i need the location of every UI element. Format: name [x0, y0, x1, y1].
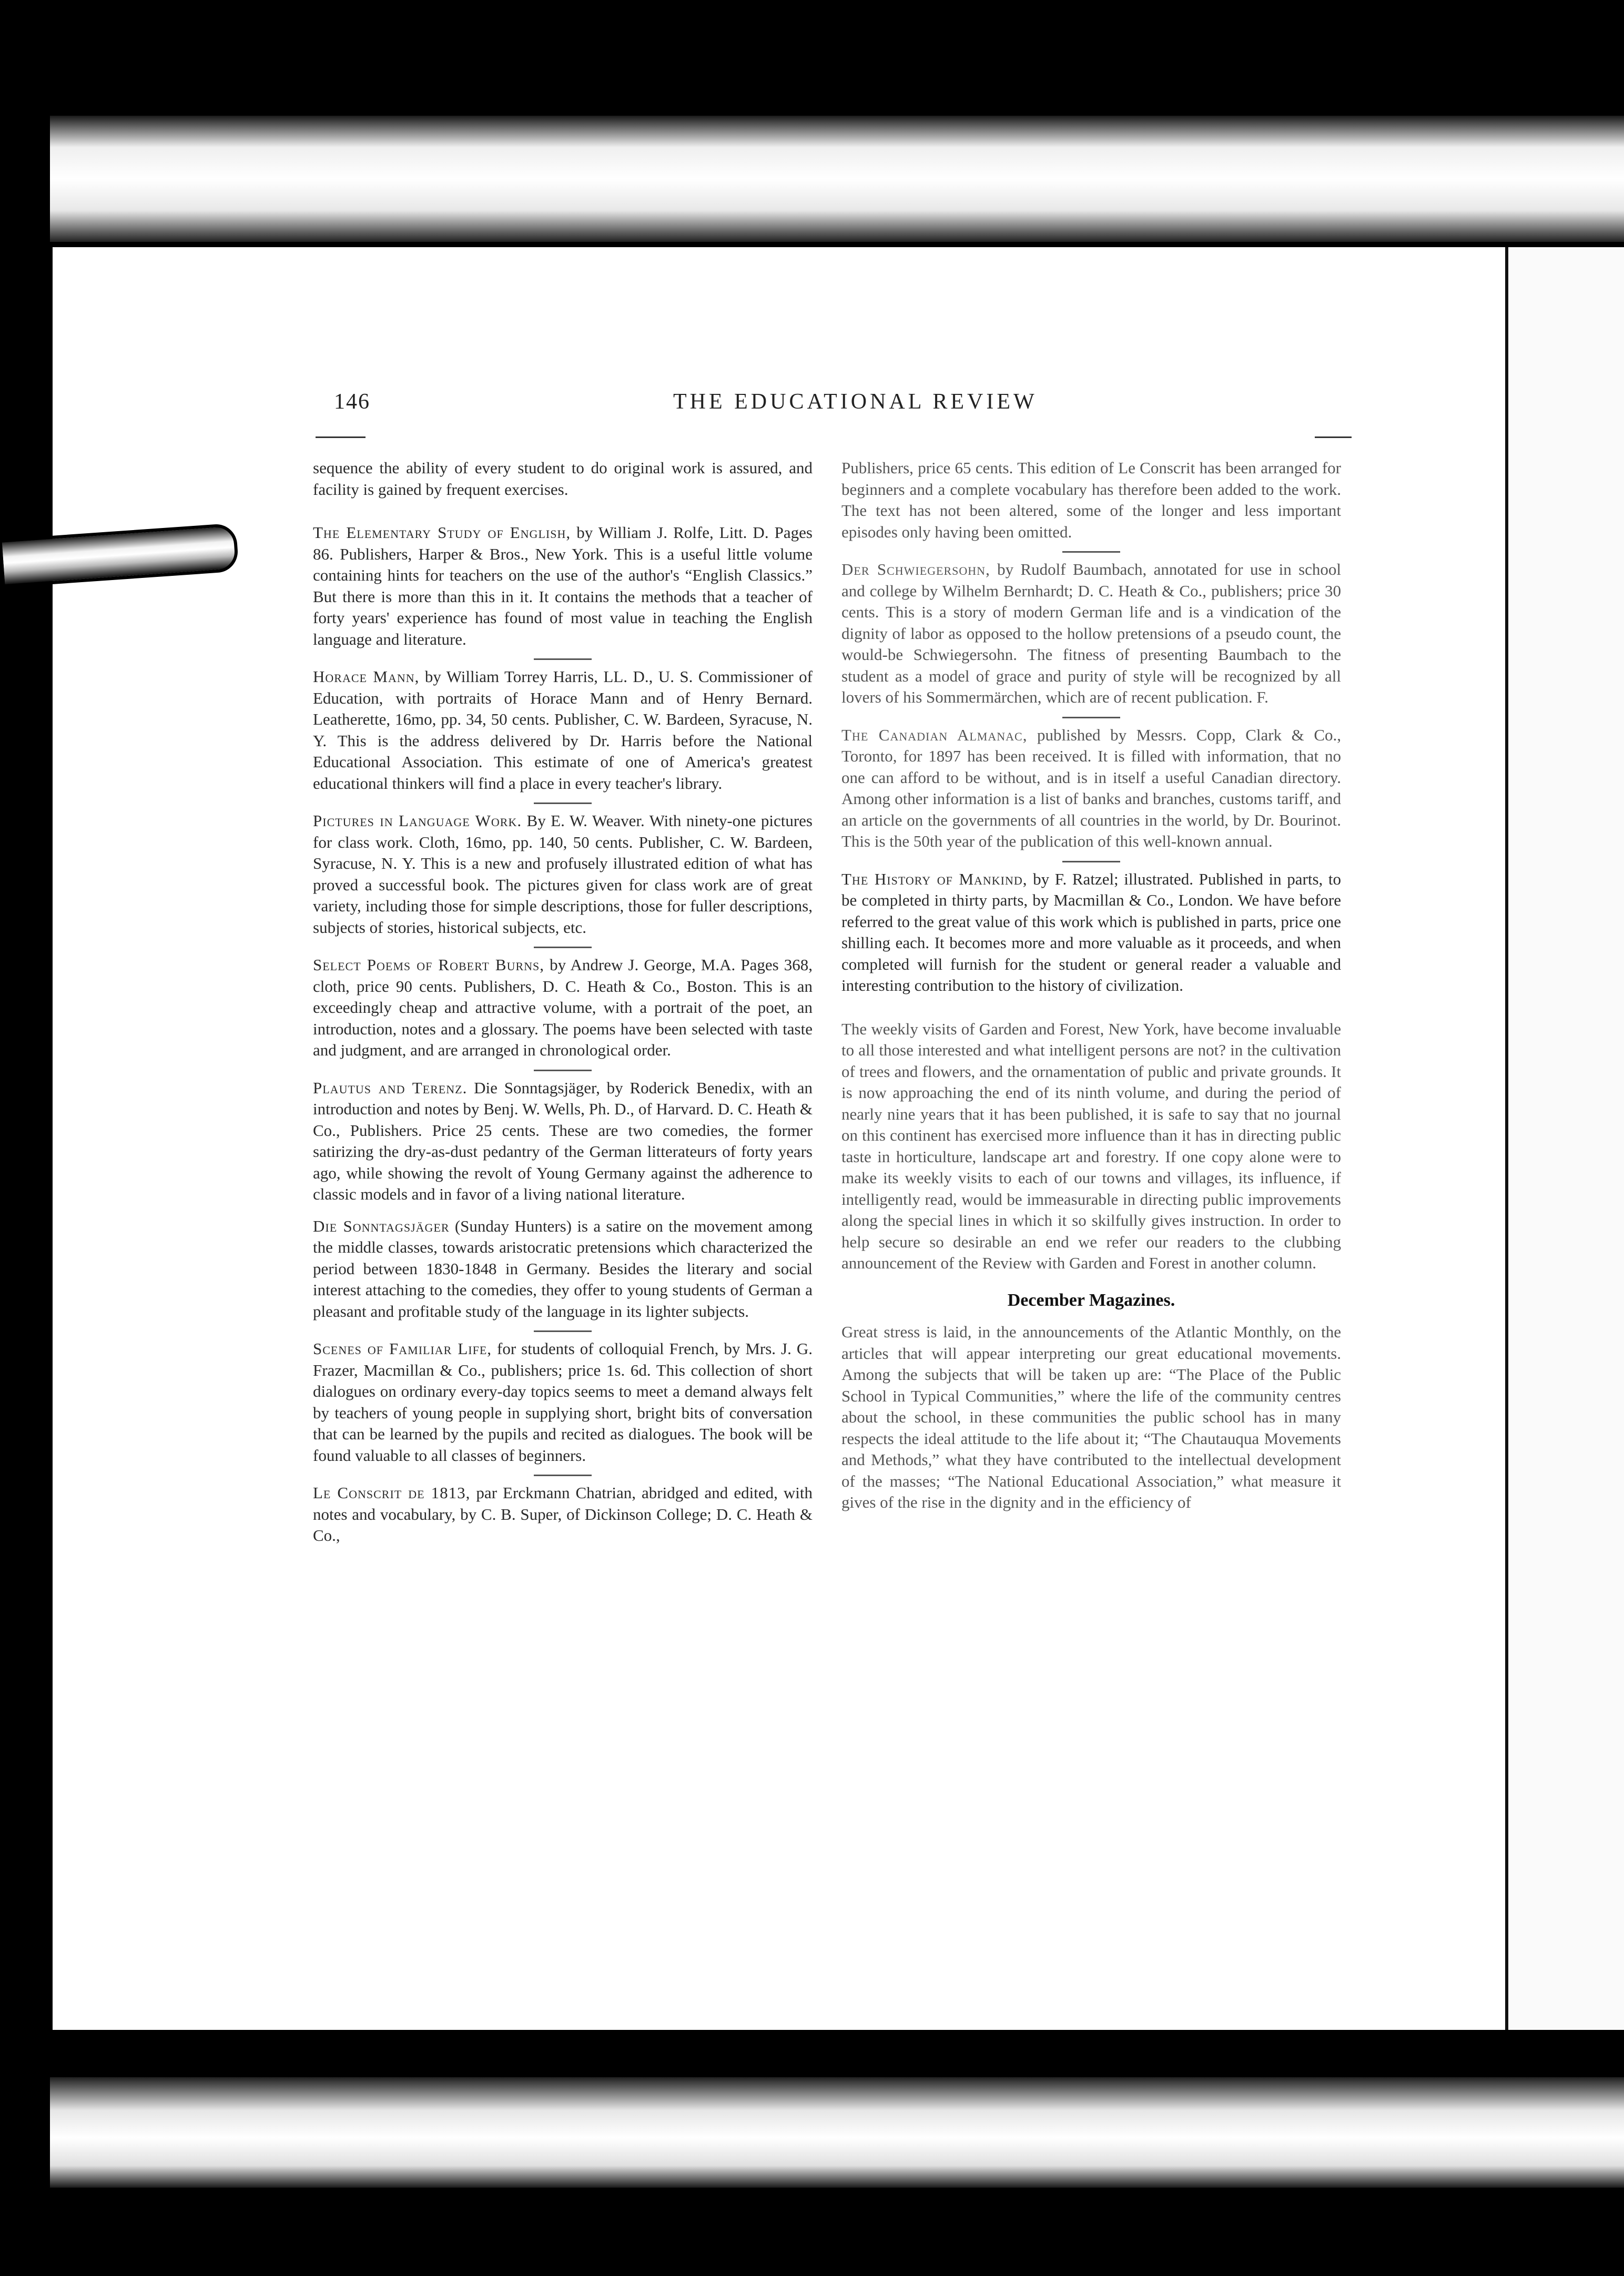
review-entry: Der Schwiegersohn, by Rudolf Baumbach, annotated for use in school and college by Wilhelm Bernhardt; D. C. Heath & Co., publishers; price 30 cents. This is a story of modern German life and is a vindication of the dignity of labor as opposed to the hollow pretensions of a pseudo count, the would-be Schwiegersohn. The fitness of presenting Baumbach to the student as a model of grace and purity of style will be recognized by all lovers of his Sommermärchen, which are of recent publication. F. [841, 560, 1342, 706]
entry-separator [1062, 861, 1120, 862]
microfilm-top-border [0, 0, 1624, 247]
review-entry: Pictures in Language Work. By E. W. Weaver. With ninety-one pictures for class work. Cloth, 16mo, pp. 140, 50 cents. Publisher, C. W. Bardeen, Syracuse, N. Y. This is a new and profusely illustrated edition of what has proved a successful book. The pictures given for class work are of great variety, including those for simple descriptions, those for fuller descriptions, subjects of stories, historical subjects, etc. [313, 811, 813, 937]
facing-page-edge-bottom [50, 2077, 1624, 2188]
review-entry: The weekly visits of Garden and Forest, New York, have become invaluable to all those interested and what intelligent persons are not? in the cultivation of trees and flowers, and the ornamentation of public and private grounds. It is now approaching the end of its ninth volume, and during the period of nearly nine years that it has been published, it is safe to say that no journal on this continent has exercised more influence than it has in directing public taste in horticulture, landscape art and forestry. If one copy alone were to make its weekly visits to each of our towns and villages, its influence, if intelligently read, would be immeasurable in directing public improvements along the special lines in which it so skilfully gives instruction. In order to help secure so desirable an end we refer our readers to the clubbing announcement of the Review with Garden and Forest in another column. [841, 1019, 1341, 1272]
header-rule-left [316, 436, 366, 438]
review-entry: Great stress is laid, in the announcements of the Atlantic Monthly, on the articles that will appear interpreting our great educational movements. Among the subjects that will be taken up are: “The Place of the Public School in Typical Communities,” where the life of the community centres about the school, in these communities the public school has in many respects the ideal attitude to the life about it; “The Chautauqua Movements and Methods,” what they have contributed to the intellectual development of the masses; “The National Educational Association,” what measure it gives of the rise in the dignity and in the efficiency of [841, 1323, 1341, 1511]
running-title: THE EDUCATIONAL REVIEW [673, 390, 1038, 414]
review-entry: Scenes of Familiar Life, for students of colloquial French, by Mrs. J. G. Frazer, Macmillan & Co., publishers; price 1s. 6d. This collection of short dialogues on ordinary every-day topics seems to meet a demand always felt by teachers of young people in supplying short, bright bits of conversation that can be learned by the pupils and recited as dialogues. The book will be found valuable to all classes of beginners. [313, 1339, 813, 1465]
review-entry: The History of Mankind, by F. Ratzel; illustrated. Published in parts, to be completed in thirty parts, by Macmillan & Co., London. We have before referred to the great value of this work which is published in parts, price one shilling each. It becomes more and more valuable as it proceeds, and when completed will furnish for the student or general reader a valuable and interesting contribution to the history of civilization. [841, 869, 1341, 994]
review-entry: The Canadian Almanac, published by Messrs. Copp, Clark & Co., Toronto, for 1897 has been received. It is filled with information, that no one can afford to be without, and is in itself a useful Canadian directory. Among other information is a list of banks and branches, customs tariff, and an article on the governments of all countries in the world, by Dr. Bourinot. This is the 50th year of the publication of this well-known annual. [841, 725, 1341, 850]
entry-separator [534, 658, 592, 660]
review-entry: Publishers, price 65 cents. This edition of Le Conscrit has been arranged for beginners and a complete vocabulary has therefore been added to the work. The text has not been altered, some of the longer and less important episodes only having been omitted. [841, 459, 1341, 541]
review-entry: Le Conscrit de 1813, par Erckmann Chatrian, abridged and edited, with notes and vocabulary, by C. B. Super, of Dickinson College; D. C. Heath & Co., [313, 1484, 813, 1545]
facing-page-edge [50, 116, 1624, 242]
review-entry: Horace Mann, by William Torrey Harris, LL. D., U. S. Commissioner of Education, with portraits of Horace Mann and of Henry Bernard. Leatherette, 16mo, pp. 34, 50 cents. Publisher, C. W. Bardeen, Syracuse, N. Y. This is the address delivered by Dr. Harris before the National Educational Association. This estimate of one of America's greatest educational thinkers will find a place in every teacher's library. [313, 667, 813, 792]
entry-separator [534, 802, 592, 804]
review-entry: Select Poems of Robert Burns, by Andrew J. George, M.A. Pages 368, cloth, price 90 cents. Publishers, D. C. Heath & Co., Boston. This is an exceedingly cheap and attractive volume, with a portrait of the poet, an introduction, notes and a glossary. The poems have been selected with taste and judgment, and are arranged in chronological order. [313, 956, 813, 1059]
review-entry: Plautus and Terenz. Die Sonntagsjäger, by Roderick Benedix, with an introduction and notes by Benj. W. Wells, Ph. D., of Harvard. D. C. Heath & Co., Publishers. Price 25 cents. These are two comedies, the former satirizing the dry-as-dust pedantry of the German litterateurs of forty years ago, while showing the revolt of Young Germany against the adherence to classic models and in favor of a living national literature. [313, 1078, 813, 1203]
entry-separator [534, 1330, 592, 1332]
entry-separator [534, 947, 592, 948]
next-page-edge [1505, 247, 1624, 2035]
entry-separator [534, 1070, 592, 1071]
header-rule-right [1315, 436, 1352, 438]
review-entry: The Elementary Study of English, by William J. Rolfe, Litt. D. Pages 86. Publishers, Harper & Bros., New York. This is a useful little volume containing hints for teachers on the use of the author's “English Classics.” But there is more than this in it. It contains the methods that a teacher of forty years' experience has found of most value in teaching the English language and literature. [313, 523, 813, 648]
entry-separator [534, 1475, 592, 1476]
right-column [841, 458, 1341, 1513]
review-entry: Die Sonntagsjäger (Sunday Hunters) is a satire on the movement among the middle classes, towards aristocratic pretensions which characterized the period between 1830-1848 in Germany. Besides the literary and social interest attaching to the comedies, they offer to young students of German a pleasant and profitable study of the language in its lighter subjects. [313, 1216, 813, 1320]
entry-separator [1062, 717, 1120, 718]
left-column [313, 458, 813, 1547]
microfilm-bottom-border [0, 2030, 1624, 2276]
section-heading: December Magazines. [1007, 1290, 1175, 1310]
review-entry: sequence the ability of every student to do original work is assured, and facility is gained by frequent exercises. [313, 459, 813, 499]
entry-separator [1062, 551, 1120, 553]
running-header [273, 389, 1357, 421]
page-number: 146 [334, 390, 370, 414]
